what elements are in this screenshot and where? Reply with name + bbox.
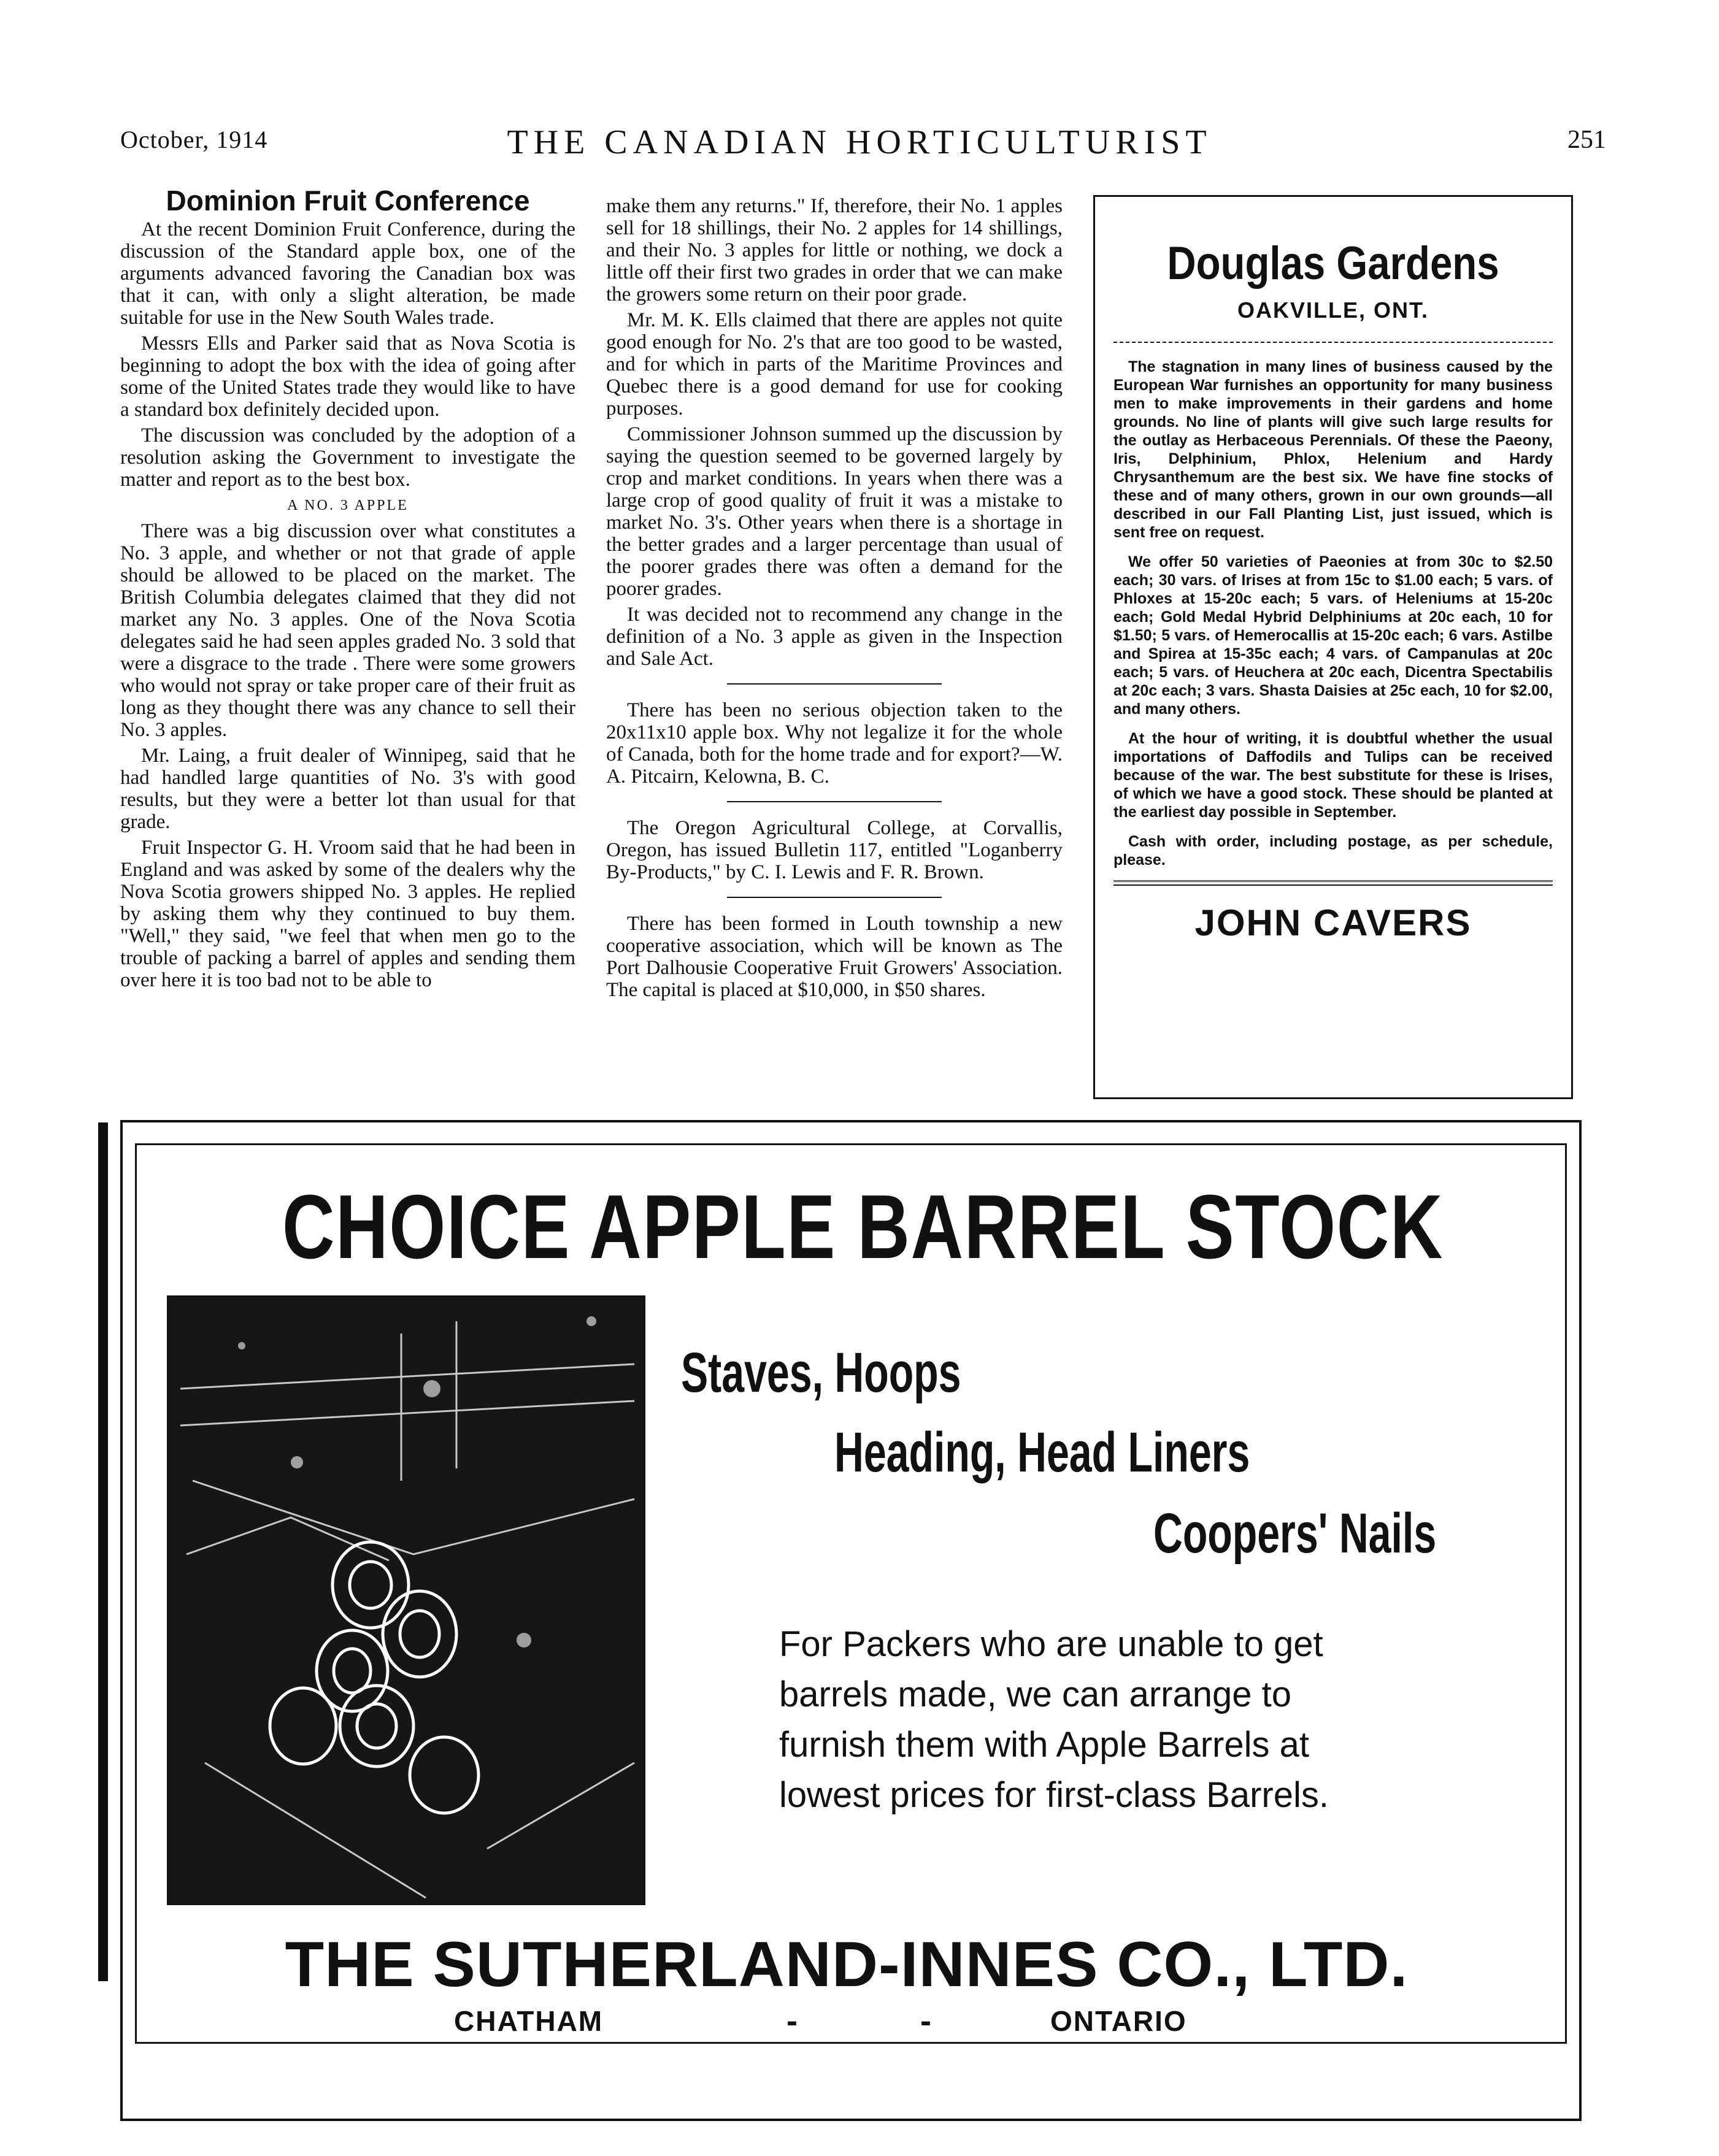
ad-location: OAKVILLE, ONT. <box>1237 297 1429 323</box>
barrel-photo-illustration <box>168 1297 644 1904</box>
article-column-2 <box>606 195 1063 1005</box>
ad-company-name: THE SUTHERLAND-INNES CO., LTD. <box>285 1929 1409 2000</box>
ad-body-line: For Packers who are unable to get <box>779 1624 1323 1664</box>
ad-body-text <box>779 1619 1454 1820</box>
article-title: Dominion Fruit Conference <box>166 185 530 217</box>
article-paragraph: Mr. Laing, a fruit dealer of Winnipeg, said that he had handled large quantities of No. 3's with good results, but they were a better lot than usual for that grade. <box>120 745 575 833</box>
divider <box>727 897 942 898</box>
news-item: The Oregon Agricultural College, at Corvallis, Oregon, has issued Bulletin 117, entitled "Loganberry By-Products," by C. I. Lewis and F. R. Brown. <box>606 817 1063 883</box>
barrel-photo <box>167 1295 645 1905</box>
ad-product-coopers-nails: Coopers' Nails <box>1153 1502 1437 1565</box>
article-paragraph: make them any returns." If, therefore, their No. 1 apples sell for 18 shillings, their No. 2 apples for 14 shillings, and their No. 3 apples for little or nothing, we dock a little off their first two grades in order that we can make the growers some return on their poor grade. <box>606 195 1063 305</box>
ad-body-line: barrels made, we can arrange to <box>779 1675 1291 1714</box>
article-paragraph: At the recent Dominion Fruit Conference, during the discussion of the Standard apple box, one of the arguments advanced favoring the Canadian box was that it can, with only a slight alteration, be made suitable for use in the New South Wales trade. <box>120 218 575 329</box>
ad-body-line: lowest prices for first-class Barrels. <box>779 1775 1329 1815</box>
ad-body-line: furnish them with Apple Barrels at <box>779 1725 1309 1765</box>
article-paragraph: Fruit Inspector G. H. Vroom said that he had been in England and was asked by some of the dealers why the Nova Scotia growers shipped No. 3 apples. He replied by asking them why they continued to buy them. "Well," they said, "we feel that when men go to the trouble of packing a barrel of apples and sending them over here it is too bad not to be able to <box>120 837 575 991</box>
article-paragraph: Commissioner Johnson summed up the discussion by saying the question seemed to be governed largely by crop and market conditions. In years when there was a large crop of good quality of fruit it was a mistake to market No. 3's. Other years when there is a shortage in the better grades and a larger percentage than usual of the poorer grades there was often a demand for the poorer grades. <box>606 423 1063 600</box>
news-item: There has been no serious objection taken to the 20x11x10 apple box. Why not legalize it for the whole of Canada, both for the home trade and for export?—W. A. Pitcairn, Kelowna, B. C. <box>606 699 1063 788</box>
divider <box>727 683 942 685</box>
ad-product-staves-hoops: Staves, Hoops <box>681 1341 961 1404</box>
ad-separator: - <box>786 2003 798 2039</box>
ad-signature: JOHN CAVERS <box>1194 902 1472 943</box>
divider <box>1113 342 1553 343</box>
douglas-gardens-ad <box>1093 195 1573 1099</box>
article-paragraph: There was a big discussion over what constitutes a No. 3 apple, and whether or not that grade of apple should be allowed to be placed on the market. The British Columbia delegates claimed that they did not market any No. 3 apples. One of the Nova Scotia delegates said he had seen apples graded No. 3 sold that were a disgrace to the trade . There were some growers who would not spray or take proper care of their fruit as long as they thought there was any chance to sell their No. 3 apples. <box>120 520 575 741</box>
page-number: 251 <box>1567 126 1606 154</box>
running-head-title: THE CANADIAN HORTICULTURIST <box>507 123 1212 161</box>
ad-province: ONTARIO <box>1050 2005 1187 2037</box>
ad-paragraph: We offer 50 varieties of Paeonies at from 30c to $2.50 each; 30 vars. of Irises at from 15c to $1.00 each; 5 vars. of Phloxes at 15-20c each; 5 vars. of Heleniums at 15-20c each; Gold Medal Hybrid Delphiniums at 20c each, 10 for $1.50; 5 vars. of Hemerocallis at 15-20c each; 6 vars. Astilbe and Spirea at 15-35c each; 4 vars. of Campanulas at 20c each; 5 vars. of Heuchera at 20c each, Dicentra Spectabilis at 20c each; 3 vars. Shasta Daisies at 25c each, 10 for $2.00, and many others. <box>1113 553 1553 718</box>
ad-separator: - <box>920 2003 931 2039</box>
ad-paragraph: At the hour of writing, it is doubtful whether the usual importations of Daffodils and Tulips can be received because of the war. The best substitute for these is Irises, of which we have a good stock. These should be planted at the earliest day possible in September. <box>1113 730 1553 821</box>
article-subhead: A NO. 3 APPLE <box>287 497 409 513</box>
ad-body <box>1113 358 1553 869</box>
divider <box>727 801 942 802</box>
ad-city: CHATHAM <box>454 2005 604 2037</box>
article-column-1 <box>120 184 575 995</box>
ad-paragraph: The stagnation in many lines of business caused by the European War furnishes an opportunity for many business men to make improvements in their gardens and home grounds. No line of plants will give such large results for the outlay as Herbaceous Perennials. Of these the Paeony, Iris, Delphinium, Phlox, Helenium and Hardy Chrysanthemum are the best six. We have fine stocks of these and of many others, grown in our own grounds—all described in our Fall Planting List, just issued, which is sent free on request. <box>1113 358 1553 541</box>
article-paragraph: Mr. M. K. Ells claimed that there are apples not quite good enough for No. 2's that are too good to be wasted, and for which in parts of the Maritime Provinces and Quebec there is a good demand for use for cooking purposes. <box>606 309 1063 420</box>
ad-edge-bar <box>98 1122 108 1981</box>
running-head-date: October, 1914 <box>120 126 268 153</box>
article-paragraph: The discussion was concluded by the adoption of a resolution asking the Government to investigate the matter and report as to the best box. <box>120 424 575 491</box>
ad-headline: CHOICE APPLE BARREL STOCK <box>282 1176 1444 1278</box>
double-rule <box>1113 880 1553 886</box>
article-paragraph: It was decided not to recommend any change in the definition of a No. 3 apple as given in the Inspection and Sale Act. <box>606 604 1063 670</box>
ad-paragraph: Cash with order, including postage, as per schedule, please. <box>1113 833 1553 869</box>
ad-title: Douglas Gardens <box>1167 237 1499 290</box>
ad-product-heading-liners: Heading, Head Liners <box>834 1421 1250 1484</box>
article-paragraph: Messrs Ells and Parker said that as Nova Scotia is beginning to adopt the box with the idea of going after some of the United States trade they would like to have a standard box definitely decided upon. <box>120 332 575 421</box>
news-item: There has been formed in Louth township a new cooperative association, which will be known as The Port Dalhousie Cooperative Fruit Growers' Association. The capital is placed at $10,000, in $50 shares. <box>606 913 1063 1001</box>
